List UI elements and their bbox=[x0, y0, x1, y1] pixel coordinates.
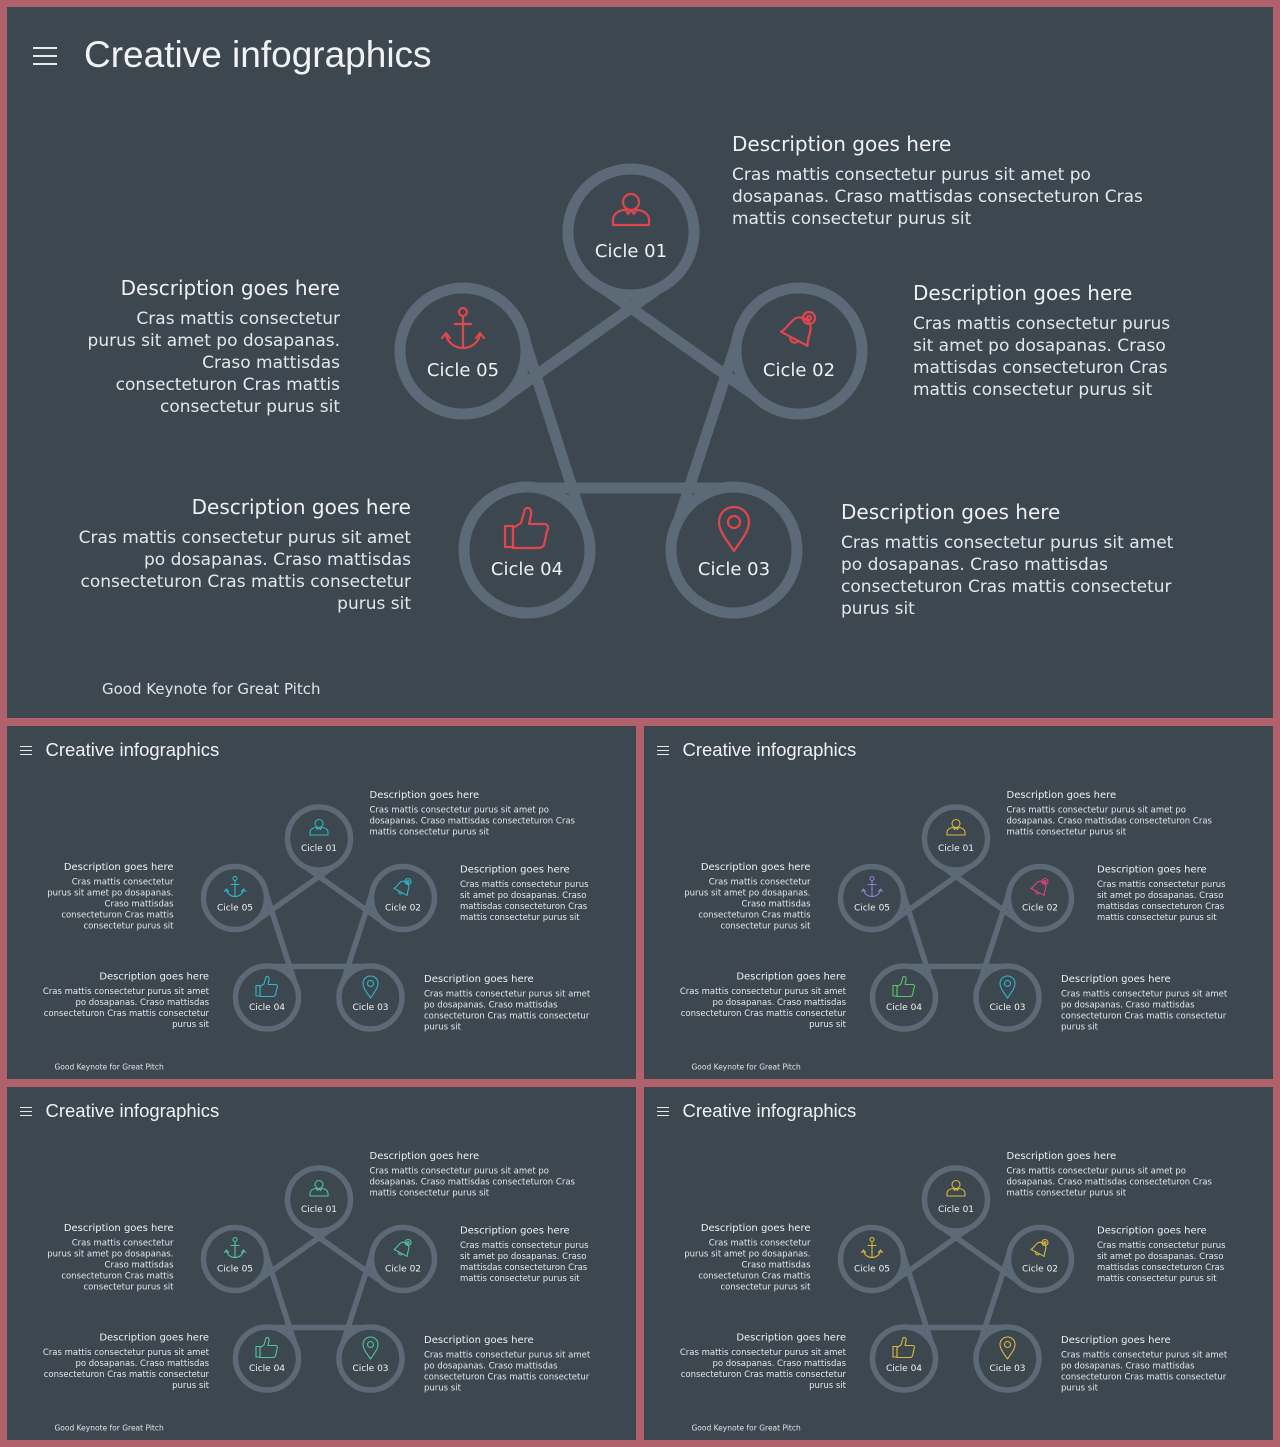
cycle-node-2 bbox=[736, 288, 862, 414]
description-heading: Description goes here bbox=[1061, 1333, 1171, 1346]
slide-title: Creative infographics bbox=[682, 739, 857, 760]
cycle-node-3 bbox=[339, 1327, 402, 1390]
description-heading: Description goes here bbox=[732, 132, 952, 156]
node-label: Cicle 01 bbox=[937, 1205, 975, 1215]
description-body: Cras mattis consectetur purus sit amet po dosapanas. Craso mattisdas consecteturon Cras mattis consectetur purus sit bbox=[1061, 1350, 1228, 1393]
node-label: Cicle 04 bbox=[885, 1003, 923, 1013]
description-block-04 bbox=[42, 1331, 209, 1391]
description-heading: Description goes here bbox=[1097, 863, 1207, 875]
slide-content bbox=[7, 726, 636, 1079]
node-label: Cicle 03 bbox=[352, 1003, 389, 1013]
description-heading: Description goes here bbox=[460, 1224, 570, 1236]
description-block-05 bbox=[87, 276, 340, 418]
node-ring bbox=[873, 966, 936, 1029]
description-body: Cras mattis consectetur purus sit amet po dosapanas. Craso mattisdas consecteturon Cras mattis consectetur purus sit bbox=[42, 986, 209, 1030]
description-block-01 bbox=[370, 789, 600, 838]
cycle-node-1 bbox=[288, 1168, 351, 1231]
description-body: Cras mattis consectetur purus sit amet po dosapanas. Craso mattisdas consecteturon Cras mattis consectetur purus sit bbox=[732, 165, 1143, 229]
node-label: Cicle 05 bbox=[853, 1264, 891, 1275]
cycle-node-5 bbox=[841, 1228, 904, 1291]
description-heading: Description goes here bbox=[1097, 1224, 1207, 1236]
cycle-node-1 bbox=[925, 807, 988, 870]
slide-main[interactable] bbox=[7, 7, 1273, 718]
node-ring bbox=[1009, 1228, 1072, 1291]
description-heading: Description goes here bbox=[460, 863, 570, 875]
description-heading: Description goes here bbox=[736, 1331, 846, 1343]
slide-content bbox=[644, 1087, 1273, 1440]
slide-thumbnail-teal[interactable] bbox=[7, 726, 636, 1079]
description-body: Cras mattis consectetur purus sit amet po dosapanas. Craso mattisdas consecteturon Cras mattis consectetur purus sit bbox=[1097, 1240, 1226, 1284]
description-heading: Description goes here bbox=[369, 788, 480, 801]
cycle-node-3 bbox=[671, 487, 797, 613]
cycle-node-4 bbox=[236, 1327, 299, 1390]
description-body: Cras mattis consectetur purus sit amet po dosapanas. Craso mattisdas consecteturon Cras mattis consectetur purus sit bbox=[460, 879, 589, 923]
node-ring bbox=[736, 288, 862, 414]
description-block-01 bbox=[370, 1150, 600, 1199]
node-ring bbox=[204, 1228, 267, 1291]
description-heading: Description goes here bbox=[700, 860, 811, 873]
cycle-node-3 bbox=[976, 1327, 1039, 1390]
cycle-node-5 bbox=[400, 288, 526, 414]
description-heading: Description goes here bbox=[1061, 972, 1171, 985]
slide-content bbox=[7, 1087, 636, 1440]
description-heading: Description goes here bbox=[424, 1333, 534, 1346]
node-ring bbox=[236, 966, 299, 1029]
description-heading: Description goes here bbox=[99, 1331, 209, 1343]
description-heading: Description goes here bbox=[913, 281, 1133, 305]
node-ring bbox=[568, 169, 694, 295]
node-label: Cicle 05 bbox=[216, 1264, 254, 1275]
cycle-node-3 bbox=[339, 966, 402, 1029]
node-label: Cicle 04 bbox=[248, 1364, 286, 1374]
description-body: Cras mattis consectetur purus sit amet po dosapanas. Craso mattisdas consecteturon Cras mattis consectetur purus sit bbox=[424, 989, 591, 1032]
node-label: Cicle 04 bbox=[885, 1364, 923, 1374]
description-body: Cras mattis consectetur purus sit amet po dosapanas. Craso mattisdas consecteturon Cras mattis consectetur purus sit bbox=[87, 309, 340, 417]
footer-tagline: Good Keynote for Great Pitch bbox=[102, 680, 321, 698]
description-heading: Description goes here bbox=[1006, 788, 1117, 801]
description-body: Cras mattis consectetur purus sit amet po dosapanas. Craso mattisdas consecteturon Cras mattis consectetur purus sit bbox=[424, 1350, 591, 1393]
description-body: Cras mattis consectetur purus sit amet po dosapanas. Craso mattisdas consecteturon Cras mattis consectetur purus sit bbox=[679, 1347, 846, 1391]
cycle-node-3 bbox=[976, 966, 1039, 1029]
description-body: Cras mattis consectetur purus sit amet po dosapanas. Craso mattisdas consecteturon Cras mattis consectetur purus sit bbox=[369, 1166, 575, 1198]
slide-thumbnail-multicolor[interactable] bbox=[644, 726, 1273, 1079]
cycle-node-5 bbox=[204, 867, 267, 930]
description-block-04 bbox=[77, 495, 411, 615]
node-label: Cicle 03 bbox=[989, 1003, 1026, 1013]
slide-title: Creative infographics bbox=[84, 34, 432, 75]
node-label: Cicle 02 bbox=[762, 360, 836, 381]
node-label: Cicle 03 bbox=[697, 559, 771, 580]
node-label: Cicle 05 bbox=[216, 903, 254, 914]
node-label: Cicle 02 bbox=[1021, 1264, 1059, 1275]
description-block-03 bbox=[424, 973, 597, 1033]
cycle-node-2 bbox=[1009, 1228, 1072, 1291]
description-block-04 bbox=[679, 1331, 846, 1391]
description-heading: Description goes here bbox=[424, 972, 534, 985]
description-heading: Description goes here bbox=[63, 1221, 174, 1234]
node-ring bbox=[372, 867, 435, 930]
cycle-node-4 bbox=[236, 966, 299, 1029]
cycle-node-4 bbox=[873, 966, 936, 1029]
description-block-02 bbox=[460, 863, 590, 923]
description-block-03 bbox=[841, 500, 1186, 620]
description-body: Cras mattis consectetur purus sit amet po dosapanas. Craso mattisdas consecteturon Cras mattis consectetur purus sit bbox=[841, 533, 1174, 619]
description-body: Cras mattis consectetur purus sit amet po dosapanas. Craso mattisdas consecteturon Cras mattis consectetur purus sit bbox=[684, 877, 811, 931]
cycle-node-1 bbox=[568, 169, 694, 295]
description-heading: Description goes here bbox=[99, 970, 209, 982]
description-heading: Description goes here bbox=[120, 276, 340, 300]
description-body: Cras mattis consectetur purus sit amet po dosapanas. Craso mattisdas consecteturon Cras mattis consectetur purus sit bbox=[913, 314, 1171, 400]
node-label: Cicle 05 bbox=[853, 903, 891, 914]
description-body: Cras mattis consectetur purus sit amet po dosapanas. Craso mattisdas consecteturon Cras mattis consectetur purus sit bbox=[679, 986, 846, 1030]
node-label: Cicle 03 bbox=[352, 1364, 389, 1374]
node-label: Cicle 04 bbox=[490, 559, 564, 580]
description-body: Cras mattis consectetur purus sit amet po dosapanas. Craso mattisdas consecteturon Cras mattis consectetur purus sit bbox=[369, 805, 575, 837]
cycle-node-2 bbox=[1009, 867, 1072, 930]
cycle-node-1 bbox=[925, 1168, 988, 1231]
slide-title: Creative infographics bbox=[45, 739, 220, 760]
node-label: Cicle 05 bbox=[426, 360, 500, 381]
description-block-01 bbox=[1007, 789, 1237, 838]
node-label: Cicle 04 bbox=[248, 1003, 286, 1013]
description-block-05 bbox=[47, 1222, 174, 1293]
slide-content bbox=[644, 726, 1273, 1079]
node-label: Cicle 02 bbox=[384, 1264, 422, 1275]
node-label: Cicle 01 bbox=[937, 844, 975, 854]
node-ring bbox=[288, 1168, 351, 1231]
description-block-04 bbox=[679, 970, 846, 1030]
node-ring bbox=[236, 1327, 299, 1390]
description-body: Cras mattis consectetur purus sit amet po dosapanas. Craso mattisdas consecteturon Cras mattis consectetur purus sit bbox=[78, 528, 411, 614]
node-ring bbox=[925, 1168, 988, 1231]
slide-thumbnail-gold[interactable] bbox=[644, 1087, 1273, 1440]
description-body: Cras mattis consectetur purus sit amet po dosapanas. Craso mattisdas consecteturon Cras mattis consectetur purus sit bbox=[42, 1347, 209, 1391]
cycle-node-1 bbox=[288, 807, 351, 870]
footer-tagline: Good Keynote for Great Pitch bbox=[691, 1423, 801, 1433]
description-heading: Description goes here bbox=[700, 1221, 811, 1234]
node-ring bbox=[288, 807, 351, 870]
description-heading: Description goes here bbox=[841, 500, 1061, 524]
description-heading: Description goes here bbox=[63, 860, 174, 873]
description-block-02 bbox=[1097, 1224, 1227, 1284]
description-block-01 bbox=[732, 132, 1192, 230]
description-body: Cras mattis consectetur purus sit amet po dosapanas. Craso mattisdas consecteturon Cras mattis consectetur purus sit bbox=[1006, 805, 1212, 837]
description-block-03 bbox=[1061, 973, 1234, 1033]
description-block-02 bbox=[913, 281, 1173, 401]
description-body: Cras mattis consectetur purus sit amet po dosapanas. Craso mattisdas consecteturon Cras mattis consectetur purus sit bbox=[684, 1238, 811, 1292]
node-label: Cicle 03 bbox=[989, 1364, 1026, 1374]
description-block-01 bbox=[1007, 1150, 1237, 1199]
description-heading: Description goes here bbox=[369, 1149, 480, 1162]
slide-thumbnail-green[interactable] bbox=[7, 1087, 636, 1440]
description-block-03 bbox=[1061, 1334, 1234, 1394]
node-ring bbox=[841, 1228, 904, 1291]
description-block-03 bbox=[424, 1334, 597, 1394]
cycle-node-2 bbox=[372, 1228, 435, 1291]
node-label: Cicle 01 bbox=[300, 1205, 338, 1215]
cycle-node-4 bbox=[873, 1327, 936, 1390]
description-body: Cras mattis consectetur purus sit amet po dosapanas. Craso mattisdas consecteturon Cras mattis consectetur purus sit bbox=[1006, 1166, 1212, 1198]
footer-tagline: Good Keynote for Great Pitch bbox=[691, 1062, 801, 1072]
cycle-node-5 bbox=[841, 867, 904, 930]
description-body: Cras mattis consectetur purus sit amet po dosapanas. Craso mattisdas consecteturon Cras mattis consectetur purus sit bbox=[1097, 879, 1226, 923]
description-block-02 bbox=[1097, 863, 1227, 923]
node-label: Cicle 01 bbox=[300, 844, 338, 854]
cycle-node-5 bbox=[204, 1228, 267, 1291]
slide-title: Creative infographics bbox=[45, 1100, 220, 1121]
description-body: Cras mattis consectetur purus sit amet po dosapanas. Craso mattisdas consecteturon Cras mattis consectetur purus sit bbox=[1061, 989, 1228, 1032]
slide-content bbox=[7, 7, 1273, 718]
node-label: Cicle 02 bbox=[1021, 903, 1059, 914]
description-body: Cras mattis consectetur purus sit amet po dosapanas. Craso mattisdas consecteturon Cras mattis consectetur purus sit bbox=[47, 1238, 174, 1292]
description-heading: Description goes here bbox=[191, 495, 411, 519]
footer-tagline: Good Keynote for Great Pitch bbox=[54, 1423, 164, 1433]
node-label: Cicle 02 bbox=[384, 903, 422, 914]
node-ring bbox=[873, 1327, 936, 1390]
footer-tagline: Good Keynote for Great Pitch bbox=[54, 1062, 164, 1072]
node-label: Cicle 01 bbox=[594, 241, 668, 262]
description-heading: Description goes here bbox=[736, 970, 846, 982]
node-ring bbox=[372, 1228, 435, 1291]
description-block-04 bbox=[42, 970, 209, 1030]
description-block-02 bbox=[460, 1224, 590, 1284]
description-body: Cras mattis consectetur purus sit amet po dosapanas. Craso mattisdas consecteturon Cras mattis consectetur purus sit bbox=[460, 1240, 589, 1284]
description-body: Cras mattis consectetur purus sit amet po dosapanas. Craso mattisdas consecteturon Cras mattis consectetur purus sit bbox=[47, 877, 174, 931]
slide-title: Creative infographics bbox=[682, 1100, 857, 1121]
cycle-node-2 bbox=[372, 867, 435, 930]
description-heading: Description goes here bbox=[1006, 1149, 1117, 1162]
node-ring bbox=[464, 487, 590, 613]
node-ring bbox=[1009, 867, 1072, 930]
description-block-05 bbox=[684, 1222, 811, 1293]
node-ring bbox=[400, 288, 526, 414]
description-block-05 bbox=[47, 861, 174, 932]
description-block-05 bbox=[684, 861, 811, 932]
cycle-node-4 bbox=[464, 487, 590, 613]
node-ring bbox=[925, 807, 988, 870]
